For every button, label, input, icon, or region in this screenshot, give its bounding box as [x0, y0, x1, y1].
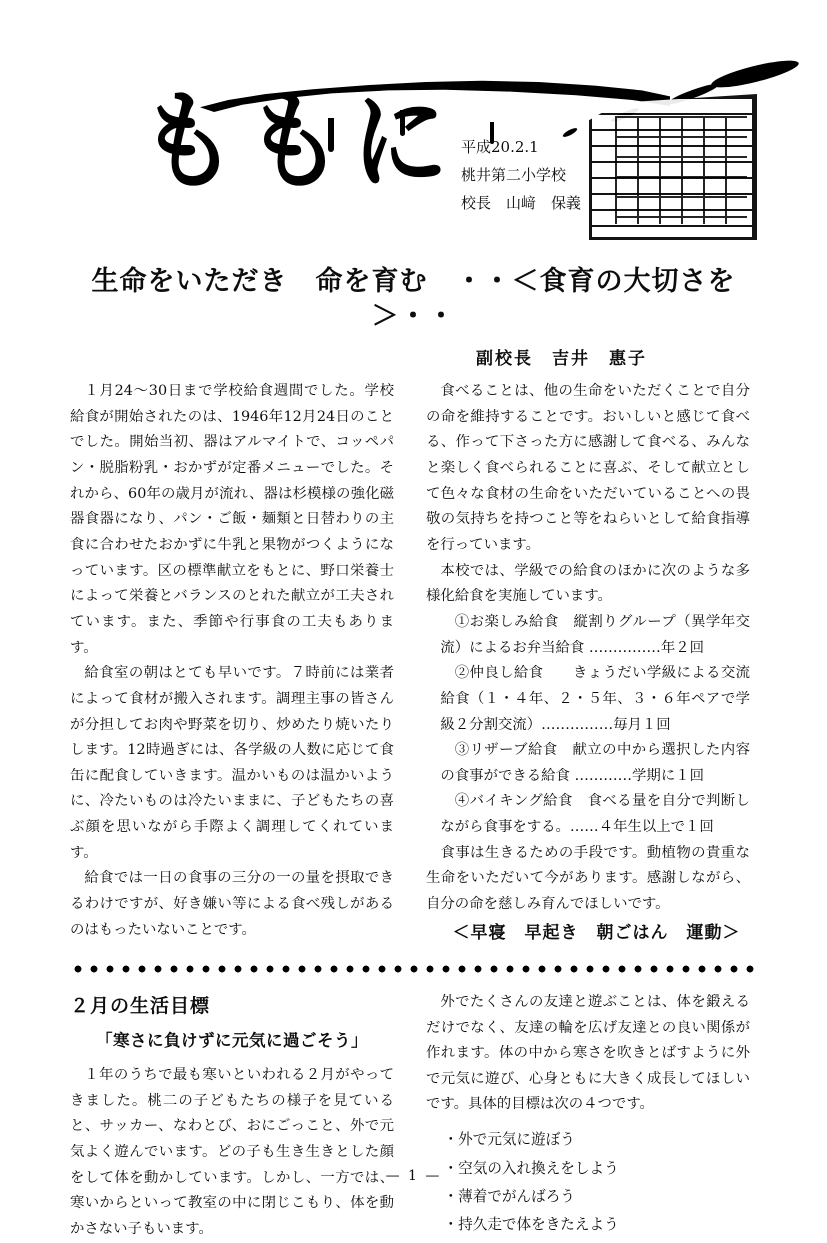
article-byline: 副校長 吉井 惠子	[476, 349, 647, 370]
paragraph: 食べることは、他の生命をいただくことで自分の命を維持することです。おいしいと感じて食べる、作って下さった方に感謝して食べる、みんなと楽しく食べられることに喜ぶ、そして献立として色々な食材の生命をいただいていることへの畏敬の気持ちを持つこと等をねらいとして給食指導を行っています。	[426, 383, 750, 554]
paragraph: 外でたくさんの友達と遊ぶことは、体を鍛えるだけでなく、友達の輪を広げ友達との良い関係が作れます。体の中から寒さを吹きとばすように外で元気に遊び、心身ともに大きく成長してほしいです。具体的目標は次の４つです。	[426, 993, 750, 1113]
headline-section	[70, 264, 757, 369]
menu-item: ③リザーブ給食 献立の中から選択した内容の食事ができる給食 …………学期に１回	[440, 742, 750, 784]
list-item: ・ 外で元気に遊ぼう	[426, 1126, 750, 1154]
principal-name: 校長 山﨑 保義	[460, 193, 581, 212]
school-building-windows	[615, 116, 747, 224]
paragraph: 本校では、学級での給食のほかに次のような多様化給食を実施しています。	[426, 562, 750, 605]
section-title: ２月の生活目標	[70, 994, 211, 1017]
menu-item: ②仲良し給食 きょうだい学級による交流給食（１・４年、２・５年、３・６年ペアで学級２分割交流）……………毎月１回	[440, 665, 750, 733]
ink-splash-icon	[709, 55, 800, 92]
list-item: ・ 薄着でがんばろう	[426, 1183, 750, 1211]
masthead-meta	[461, 134, 581, 217]
paragraph: １年のうちで最も寒いといわれる２月がやってきました。桃二の子どもたちの様子を見ていると、サッカー、なわとび、おにごっこと、外で元気よく遊んでいます。どの子も生き生きとした顔をして体を動かしています。しかし、一方では、寒いからといって教室の中に閉じこもり、体を動かさない子もいます。	[70, 1067, 394, 1237]
paragraph: 給食室の朝はとても早いです。７時前には業者によって食材が搬入されます。調理主事の皆さんが分担してお肉や野菜を切り、炒めたり焼いたりします。12時過ぎには、各学級の人数に応じて食缶に配食していきます。温かいものは温かいように、冷たいものは冷たいままに、子どもたちの喜ぶ顔を思いながら手際よく調理してくれています。	[70, 665, 394, 861]
section-divider	[70, 962, 757, 976]
masthead	[70, 60, 757, 260]
menu-item: ④バイキング給食 食べる量を自分で判断しながら食事をする。……４年生以上で１回	[440, 793, 750, 836]
list-item: ・ 持久走で体をきたえよう	[426, 1211, 750, 1239]
masthead-title: ももに	[140, 77, 458, 205]
issue-date: 平成20.2.1	[460, 138, 539, 156]
list-item: ・ 空気の入れ換えをしよう	[426, 1155, 750, 1183]
newsletter-page	[0, 60, 827, 1237]
article-column-right	[426, 379, 750, 948]
lower-section	[70, 990, 757, 1243]
menu-item: ①お楽しみ給食 縦割りグループ（異学年交流）によるお弁当給食 ……………年２回	[440, 613, 750, 656]
paragraph: １月24〜30日まで学校給食週間でした。学校給食が開始されたのは、1946年12月24日のことでした。開始当初、器はアルマイトで、コッペパン・脱脂粉乳・おかずが定番メニューでした。それから、60年の歳月が流れ、器は杉模様の強化磁器食器になり、パン・ご飯・麺類と日替わりの主食に合わせたおかずに牛乳と果物がつくようになっています。区の標準献立をもとに、野口栄養士によって栄養とバランスのとれた献立が工夫されています。また、季節や行事食の工夫もあります。	[70, 383, 394, 656]
section-subtitle: 「寒さに負けずに元気に過ごそう」	[96, 1030, 368, 1050]
school-name: 桃井第二小学校	[460, 165, 566, 184]
slogan: ＜早寝 早起き 朝ごはん 運動＞	[452, 922, 741, 943]
lower-column-right	[426, 990, 750, 1243]
article-columns	[70, 379, 757, 948]
lower-column-left	[70, 990, 394, 1243]
article-column-left	[70, 379, 394, 948]
paragraph: 給食では一日の食事の三分の一の量を摂取できるわけですが、好き嫌い等による食べ残しがあるのはもったいないことです。	[70, 870, 394, 938]
page-number: — 1 —	[385, 1168, 442, 1184]
page-title: 生命をいただき 命を育む ・・＜食育の大切さを＞・・	[91, 266, 736, 333]
paragraph: 食事は生きるための手段です。動植物の貴重な生命をいただいて今があります。感謝しながら、自分の命を慈しみ育んでほしいです。	[426, 844, 750, 912]
